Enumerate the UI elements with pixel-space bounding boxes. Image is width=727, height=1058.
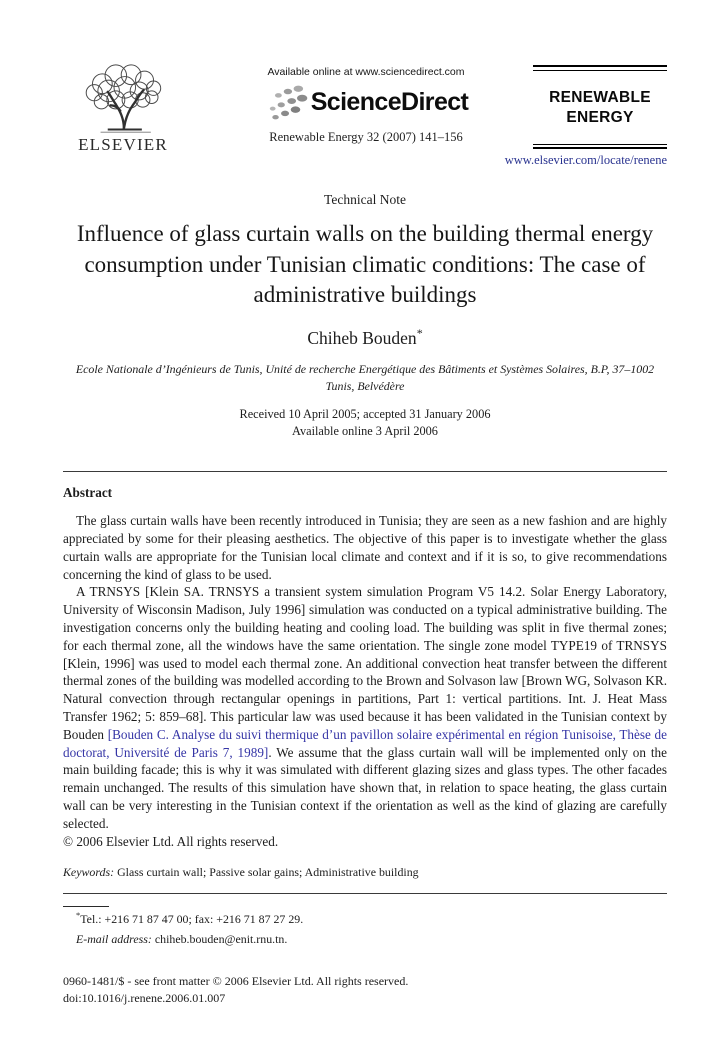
abstract-copyright: © 2006 Elsevier Ltd. All rights reserved. (63, 833, 279, 849)
keywords-text: Glass curtain wall; Passive solar gains; Administrative building (117, 865, 419, 880)
header-center (215, 66, 517, 145)
available-online-date: Available online 3 April 2006 (292, 424, 438, 439)
abstract-paragraph-2 (63, 583, 667, 832)
keywords-label: Keywords: (63, 865, 115, 880)
footnote-short-rule (63, 906, 109, 907)
logo-rule-thick-top (533, 65, 667, 67)
available-online-text: Available online at www.sciencedirect.com (267, 66, 465, 78)
renewable-energy-logo (533, 65, 667, 149)
front-matter-footer (63, 973, 667, 1008)
elsevier-logo (63, 64, 183, 155)
email-address-link[interactable]: chiheb.bouden@enit.rnu.tn. (154, 932, 288, 947)
keywords-line (63, 865, 667, 880)
author-name-text: Chiheb Bouden (307, 327, 417, 348)
journal-name (533, 71, 667, 144)
footnote-mark: * (76, 910, 81, 921)
journal-name-line2: ENERGY (566, 108, 634, 126)
issn-copyright-line: 0960-1481/$ - see front matter © 2006 Elsevier Ltd. All rights reserved. (63, 973, 409, 988)
footnote-tel (63, 910, 667, 928)
reference-citation-link[interactable]: [Bouden C. Analyse du suivi thermique d’un pavillon solaire expérimental en région Tunisoise, Thèse de doctorat, Université de Paris 7, 1989] (63, 726, 667, 760)
article-type-label: Technical Note (324, 192, 406, 207)
elsevier-wordmark: ELSEVIER (78, 135, 168, 154)
footnote-tel-text: Tel.: +216 71 87 47 00; fax: +216 71 87 27 29. (80, 912, 304, 927)
sciencedirect-wordmark: ScienceDirect (310, 87, 469, 116)
footnote-email (63, 931, 667, 948)
sciencedirect-dots-icon (264, 83, 308, 121)
abstract-paragraph-1-text: The glass curtain walls have been recently introduced in Tunisia; they are seen as a new fashion and are highly appreciated by some for their pleasing aesthetics. The objective of this paper is to investigate whether the glass curtain walls are appropriate for the Tunisian local climate and context and if it is so, to give recommendations concerning the kind of glass to be used. (63, 513, 667, 582)
journal-citation: Renewable Energy 32 (2007) 141–156 (269, 130, 463, 144)
abstract-top-rule (63, 471, 667, 472)
abstract-heading: Abstract (63, 485, 113, 501)
elsevier-tree-icon (73, 64, 173, 134)
email-label: E-mail address: (76, 932, 152, 947)
author-name (63, 326, 667, 349)
footnote-section-rule (63, 893, 667, 894)
logo-rule-thin-bottom (533, 144, 667, 145)
author-affiliation: Ecole Nationale d’Ingénieurs de Tunis, Unité de recherche Energétique des Bâtiments et Systèmes Solaires, B.P, 37–1002 Tunis, Belvédère (75, 361, 655, 394)
sciencedirect-logo (215, 83, 517, 121)
logo-rule-thick-bottom (533, 147, 667, 149)
footnote-block (63, 910, 667, 947)
abstract-paragraph-2-text-end: . We assume that the glass curtain wall will be implemented only on the main building facade; this is why it was simulated with different glazing sizes and glass types. The other facades remain unchanged. The results of this simulation have shown that, in relation to space heating, the glass curtain wall can be very interesting in the Tunisian context if the orientation as well as the kind of glazing are carefully selected. (63, 744, 667, 831)
author-footnote-mark: * (416, 325, 423, 340)
journal-header (63, 64, 667, 170)
abstract-paragraph-2-text: A TRNSYS [Klein SA. TRNSYS a transient system simulation Program V5 14.2. Solar Energy Laboratory, University of Wisconsin Madison, July 1996] simulation was conducted on a typical administrative building. The investigation concerns only the building heating and cooling load. The building was split in five thermal zones; for each thermal zone, all the windows have the same orientation. The single zone model TYPE19 of TRNSYS [Klein, 1996] was used to model each thermal zone. An additional convection heat transfer between the different thermal zones of the building was modelled according to the Brown and Solvason law [Brown WG, Solvason KR. Natural convection through rectangular openings in partitions, Part 1: vertical partitions. Int. J. Heat Mass Transfer 1962; 5: 859–68]. This particular law was used because it has been validated in the Tunisian context by Bouden (63, 584, 667, 742)
article-title: Influence of glass curtain walls on the building thermal energy consumption under Tunisian climatic conditions: The case of administrative buildings (76, 221, 654, 308)
received-dates: Received 10 April 2005; accepted 31 January 2006 (239, 407, 491, 422)
abstract-paragraph-1 (63, 512, 667, 583)
doi-line: doi:10.1016/j.renene.2006.01.007 (63, 991, 226, 1006)
journal-url-link[interactable]: www.elsevier.com/locate/renene (504, 153, 667, 167)
journal-name-line1: RENEWABLE (549, 88, 651, 106)
